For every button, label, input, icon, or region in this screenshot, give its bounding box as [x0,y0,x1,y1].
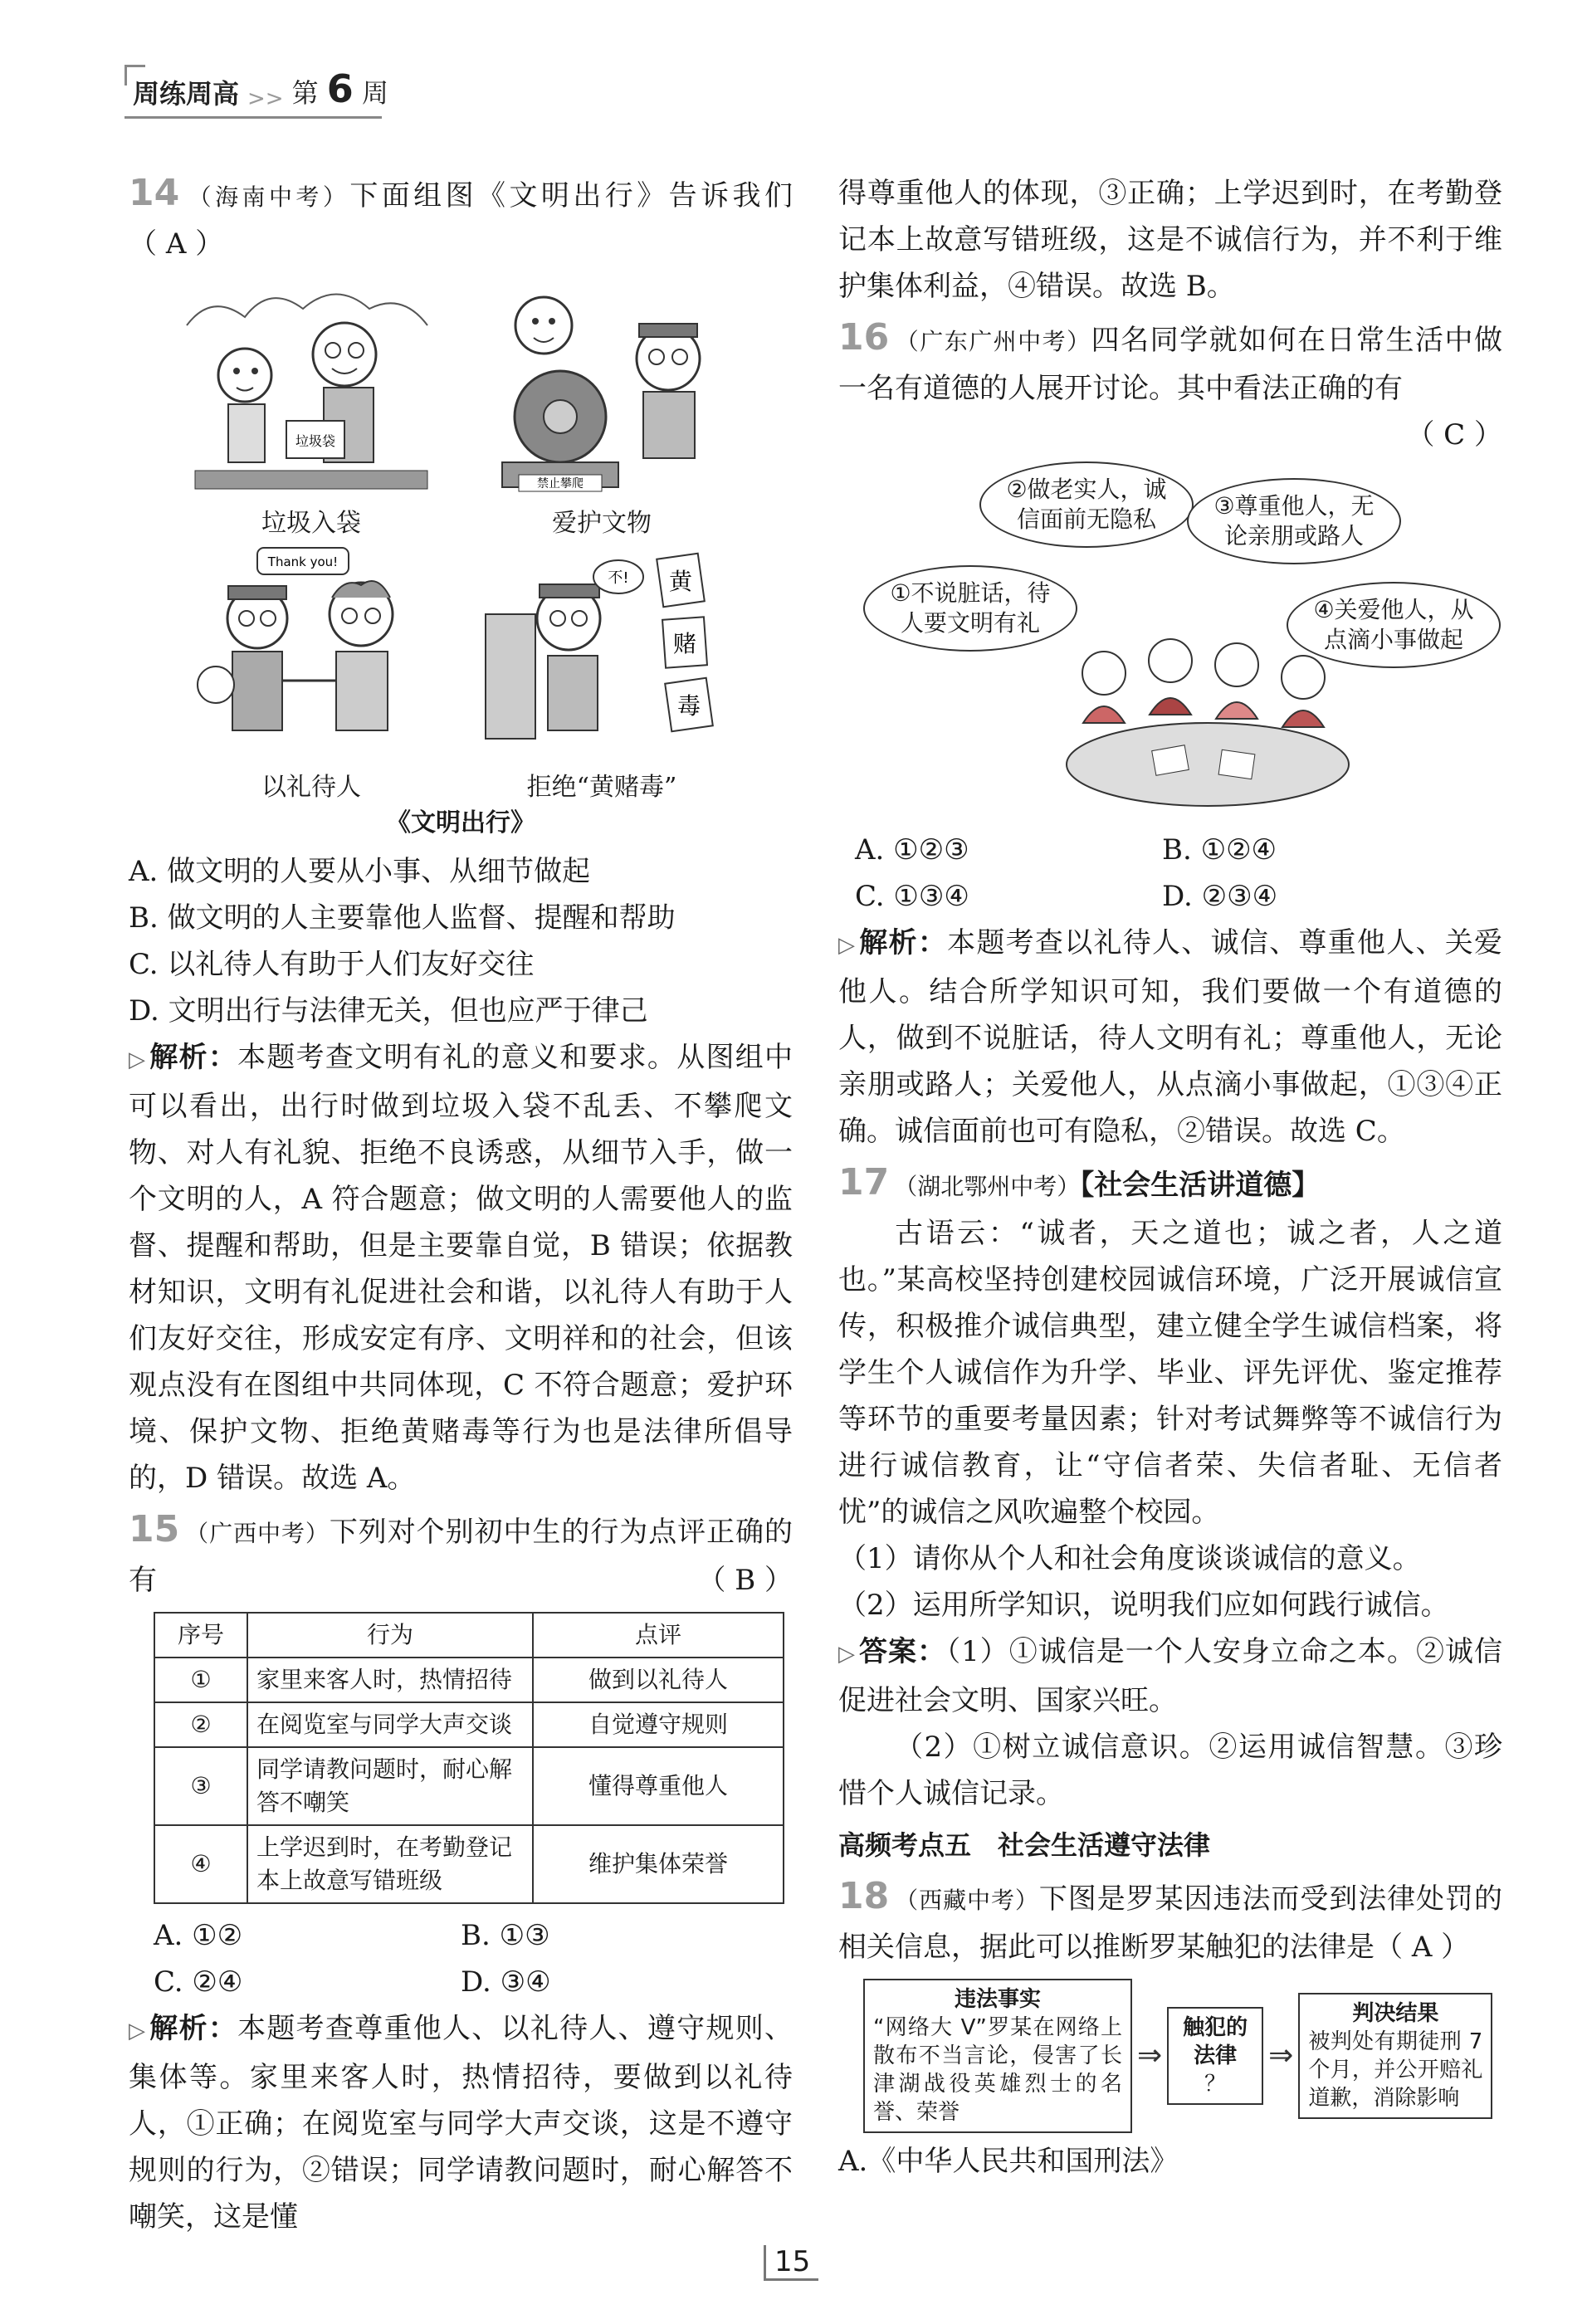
q18-flowchart [863,1979,1502,2133]
svg-text:禁止攀爬: 禁止攀爬 [537,477,584,491]
q18-stem: 18 （西藏中考）下图是罗某因违法而受到法律处罚的相关信息，据此可以推断罗某触犯的法律是（ A ） [838,1875,1502,1964]
svg-text:黄: 黄 [668,568,693,595]
q15-table [154,1612,784,1904]
section-heading: 高频考点五 社会生活遵守法律 [838,1829,1211,1861]
q16-options-row-2: C. ①③④ D. ②③④ [855,880,1278,913]
header-rule [125,116,382,119]
page-number: 15 [764,2245,818,2281]
q17-stem: 17 （湖北鄂州中考）【社会生活讲道德】 [838,1161,1321,1204]
table-row: ① 家里来客人时，热情招待 做到以礼待人 [154,1658,784,1702]
page-header [133,65,388,111]
courtesy-illustration [178,540,444,764]
q15-options-row-1: A. ①② B. ①③ [154,1919,550,1952]
comic-panel-3 [178,540,444,803]
q15-options-row-2: C. ②④ D. ③④ [154,1965,551,1999]
students-at-table-icon [1054,623,1370,814]
left-column [129,170,793,2240]
comic-panel-1 [178,276,444,540]
q14-analysis: ▷ 解析：本题考查文明有礼的意义和要求。从图组中可以看出，出行时做到垃圾入袋不乱丢、不攀爬文物、对人有礼貌、拒绝不良诱惑，从细节入手，做一个文明的人，A 符合题意；做文明的人需要他人的监督、提醒和帮助，但是主要靠自觉，B 错误；依据教材知识，文明有礼促进社会和谐，以礼待人有助于人们友好交往，形成安定有序、文明祥和的社会，但该观点没有在图组中共同体现，C 不符合题意；爱护环境、保护文物、拒绝黄赌毒等行为也是法律所倡导的，D 错误。故选 A。 [129,1041,794,1495]
table-row: ② 在阅览室与同学大声交谈 自觉遵守规则 [154,1702,784,1747]
svg-text:垃圾袋: 垃圾袋 [295,433,336,449]
panel-caption-4: 拒绝“黄赌毒” [526,773,677,802]
q15-stem: 15 （广西中考）下列对个别初中生的行为点评正确的有 （ B ） [129,1508,793,1597]
bubble-3: ③尊重他人，无论亲朋或路人 [1187,478,1401,564]
table-header: 行为 [247,1613,533,1658]
analysis-marker-icon: ▷ [129,2019,147,2043]
header-brand: 周练周高 [133,78,240,110]
q16-answer: （ C ） [1406,418,1502,452]
panel-caption-2: 爱护文物 [552,509,652,538]
refuse-vice-illustration [469,540,735,764]
right-column [838,170,1502,2185]
q17-answer-1: ▷ 答案：（1）①诚信是一个人安身立命之本。②诚信促进社会文明、国家兴旺。 [838,1635,1502,1717]
q17-material: 古语云：“诚者，天之道也；诚之者，人之道也。”某高校坚持创建校园诚信环境，广泛开展诚信宣传，积极推介诚信典型，建立健全学生诚信档案，将学生个人诚信作为升学、毕业、评先评优、鉴定推荐等环节的重要考量因素；针对考试舞弊等不诚信行为进行诚信教育，让“守信者荣、失信者耻、无信者忧”的诚信之风吹遍整个校园。 [838,1217,1502,1529]
arrow-right-icon: ⇒ [1137,2038,1163,2073]
flow-box-law: 触犯的法律 ？ [1167,2007,1263,2105]
header-arrows: >> [247,86,284,111]
q15-analysis-part2: 得尊重他人的体现，③正确；上学迟到时，在考勤登记本上故意写错班级，这是不诚信行为，并不利于维护集体利益，④错误。故选 B。 [838,177,1502,303]
q16-discussion-illustration [838,461,1502,818]
comic-panel-4 [469,540,735,803]
analysis-marker-icon: ▷ [838,933,857,958]
bubble-4: ④关爱他人，从点滴小事做起 [1287,582,1501,668]
protect-relics-illustration [469,276,735,500]
q17-sub2: （2）运用所学知识，说明我们应如何践行诚信。 [838,1589,1449,1622]
answer-marker-icon: ▷ [838,1642,857,1667]
table-row: ③ 同学请教问题时，耐心解答不嘲笑 懂得尊重他人 [154,1747,784,1825]
q14-comic-title: 《文明出行》 [386,808,535,837]
panel-caption-3: 以礼待人 [261,773,361,802]
q15-analysis-part1: ▷ 解析：本题考查尊重他人、以礼待人、遵守规则、集体等。家里来客人时，热情招待，要做到以礼待人，①正确；在阅览室与同学大声交谈，这是不遵守规则的行为，②错误；同学请教问题时，耐心解答不嘲笑，这是懂 [129,2012,794,2234]
q14-stem: 14 （海南中考）下面组图《文明出行》告诉我们（ A ） [129,172,793,261]
table-row: ④ 上学迟到时，在考勤登记本上故意写错班级 维护集体荣誉 [154,1825,784,1903]
bubble-2: ②做老实人，诚信面前无隐私 [979,461,1194,548]
comic-panel-2 [469,276,735,540]
q14-option-b: B. 做文明的人主要靠他人监督、提醒和帮助 [129,901,676,935]
q14-option-d: D. 文明出行与法律无关，但也应严于律己 [129,994,648,1028]
panel-caption-1: 垃圾入袋 [261,509,361,538]
analysis-marker-icon: ▷ [129,1047,147,1072]
litter-in-bag-illustration [178,276,444,500]
q16-stem: 16 （广东广州中考）四名同学就如何在日常生活中做一名有道德的人展开讨论。其中看法正确的有 [838,316,1502,405]
q16-options-row-1: A. ①②③ B. ①②④ [855,833,1277,867]
q14-option-a: A. 做文明的人要从小事、从细节做起 [129,855,591,888]
q17-sub1: （1）请你从个人和社会角度谈谈诚信的意义。 [838,1542,1421,1575]
table-header: 点评 [533,1613,784,1658]
q14-comic [178,276,726,803]
arrow-right-icon: ⇒ [1268,2038,1294,2073]
header-week: 第 6 周 [291,66,388,111]
svg-text:不!: 不! [608,569,629,587]
q14-option-c: C. 以礼待人有助于人们友好交往 [129,948,535,981]
svg-text:赌: 赌 [672,630,697,657]
svg-text:Thank you!: Thank you! [267,554,339,569]
q17-answer-2: （2）①树立诚信意识。②运用诚信智慧。③珍惜个人诚信记录。 [838,1731,1502,1810]
svg-text:毒: 毒 [676,692,701,720]
flow-box-facts: 违法事实 “网络大 V”罗某在网络上散布不当言论，侵害了长津湖战役英雄烈士的名誉、荣誉 [863,1979,1132,2133]
table-header: 序号 [154,1613,247,1658]
q18-option-a: A.《中华人民共和国刑法》 [838,2145,1179,2178]
flow-box-verdict: 判决结果 被判处有期徒刑 7 个月，并公开赔礼道歉，消除影响 [1298,1993,1492,2119]
q16-analysis: ▷ 解析：本题考查以礼待人、诚信、尊重他人、关爱他人。结合所学知识可知，我们要做一个有道德的人，做到不说脏话，待人文明有礼；尊重他人，无论亲朋或路人；关爱他人，从点滴小事做起，①③④正确。诚信面前也可有隐私，②错误。故选 C。 [838,926,1503,1148]
bubble-1: ①不说脏话，待人要文明有礼 [863,565,1077,652]
